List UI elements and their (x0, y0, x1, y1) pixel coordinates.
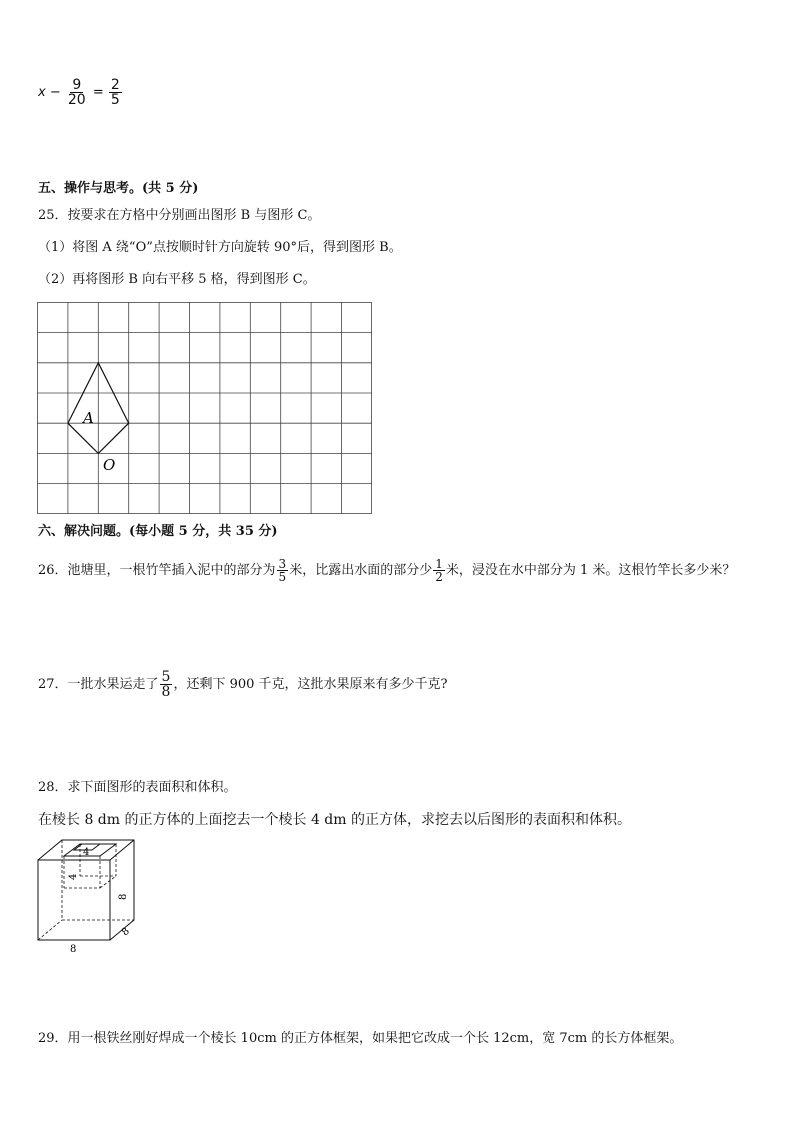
q28-desc: 在棱长 8 dm 的正方体的上面挖去一个棱长 4 dm 的正方体，求挖去以后图形的表面积和体积。 (38, 812, 631, 828)
q26-part3: 米，浸没在水中部分为 1 米。这根竹竿长多少米？ (445, 563, 736, 578)
equation (38, 78, 123, 107)
q26-fraction-2 (433, 558, 445, 583)
equation-minus: − (49, 85, 61, 100)
q26-text (38, 558, 735, 583)
q27-fraction-numerator: 5 (161, 669, 171, 685)
equation-fraction-2-denominator: 5 (110, 92, 120, 108)
q26-part2: 米，比露出水面的部分少 (289, 563, 433, 578)
equation-fraction-1-numerator: 9 (72, 77, 82, 93)
section-5-heading: 五、操作与思考。(共 5 分) (38, 181, 199, 196)
q28-text: 28．求下面图形的表面积和体积。 (38, 780, 237, 795)
q28-cube-figure (34, 836, 146, 956)
q26-fraction-1-denominator: 5 (278, 570, 287, 584)
equation-equals: = (92, 85, 104, 100)
inner-cut-solid (64, 844, 116, 856)
q27-text (38, 670, 448, 699)
q26-fraction-2-denominator: 2 (435, 570, 443, 584)
section-6-heading: 六、解决问题。(每小题 5 分，共 35 分) (38, 524, 278, 539)
equation-fraction-2-numerator: 2 (110, 77, 120, 93)
q26-fraction-2-numerator: 1 (435, 557, 443, 571)
q27-fraction (160, 670, 173, 699)
label-inner-top: 4 (83, 847, 90, 858)
q25-sub1: （1）将图 A 绕“O”点按顺时针方向旋转 90°后，得到图形 B。 (38, 240, 402, 255)
equation-fraction-1-denominator: 20 (67, 92, 86, 108)
q27-fraction-denominator: 8 (161, 684, 171, 700)
q27-part2: ，还剩下 900 千克，这批水果原来有多少千克? (173, 677, 448, 692)
equation-fraction-2 (109, 78, 122, 107)
equation-variable: x (38, 85, 46, 100)
q25-sub2: （2）再将图形 B 向右平移 5 格，得到图形 C。 (38, 272, 316, 287)
q25-grid-figure (37, 302, 373, 516)
label-depth: 8 (119, 925, 132, 939)
label-inner-side: 4 (68, 873, 79, 880)
q27-part1: 27．一批水果运走了 (38, 677, 159, 692)
q26-fraction-1-numerator: 3 (278, 557, 287, 571)
shape-a-label: A (83, 409, 94, 427)
label-height: 8 (118, 893, 129, 900)
point-o-label: O (103, 456, 116, 474)
label-bottom: 8 (70, 944, 77, 955)
equation-fraction-1 (66, 78, 88, 107)
q26-part1: 26．池塘里，一根竹竿插入泥中的部分为 (38, 563, 276, 578)
grid-lines (37, 302, 372, 514)
q26-fraction-1 (277, 558, 289, 583)
q25-text: 25．按要求在方格中分别画出图形 B 与图形 C。 (38, 208, 321, 223)
q29-text: 29．用一根铁丝刚好焊成一个棱长 10cm 的正方体框架，如果把它改成一个长 12cm，宽 7cm 的长方体框架。 (38, 1031, 683, 1046)
